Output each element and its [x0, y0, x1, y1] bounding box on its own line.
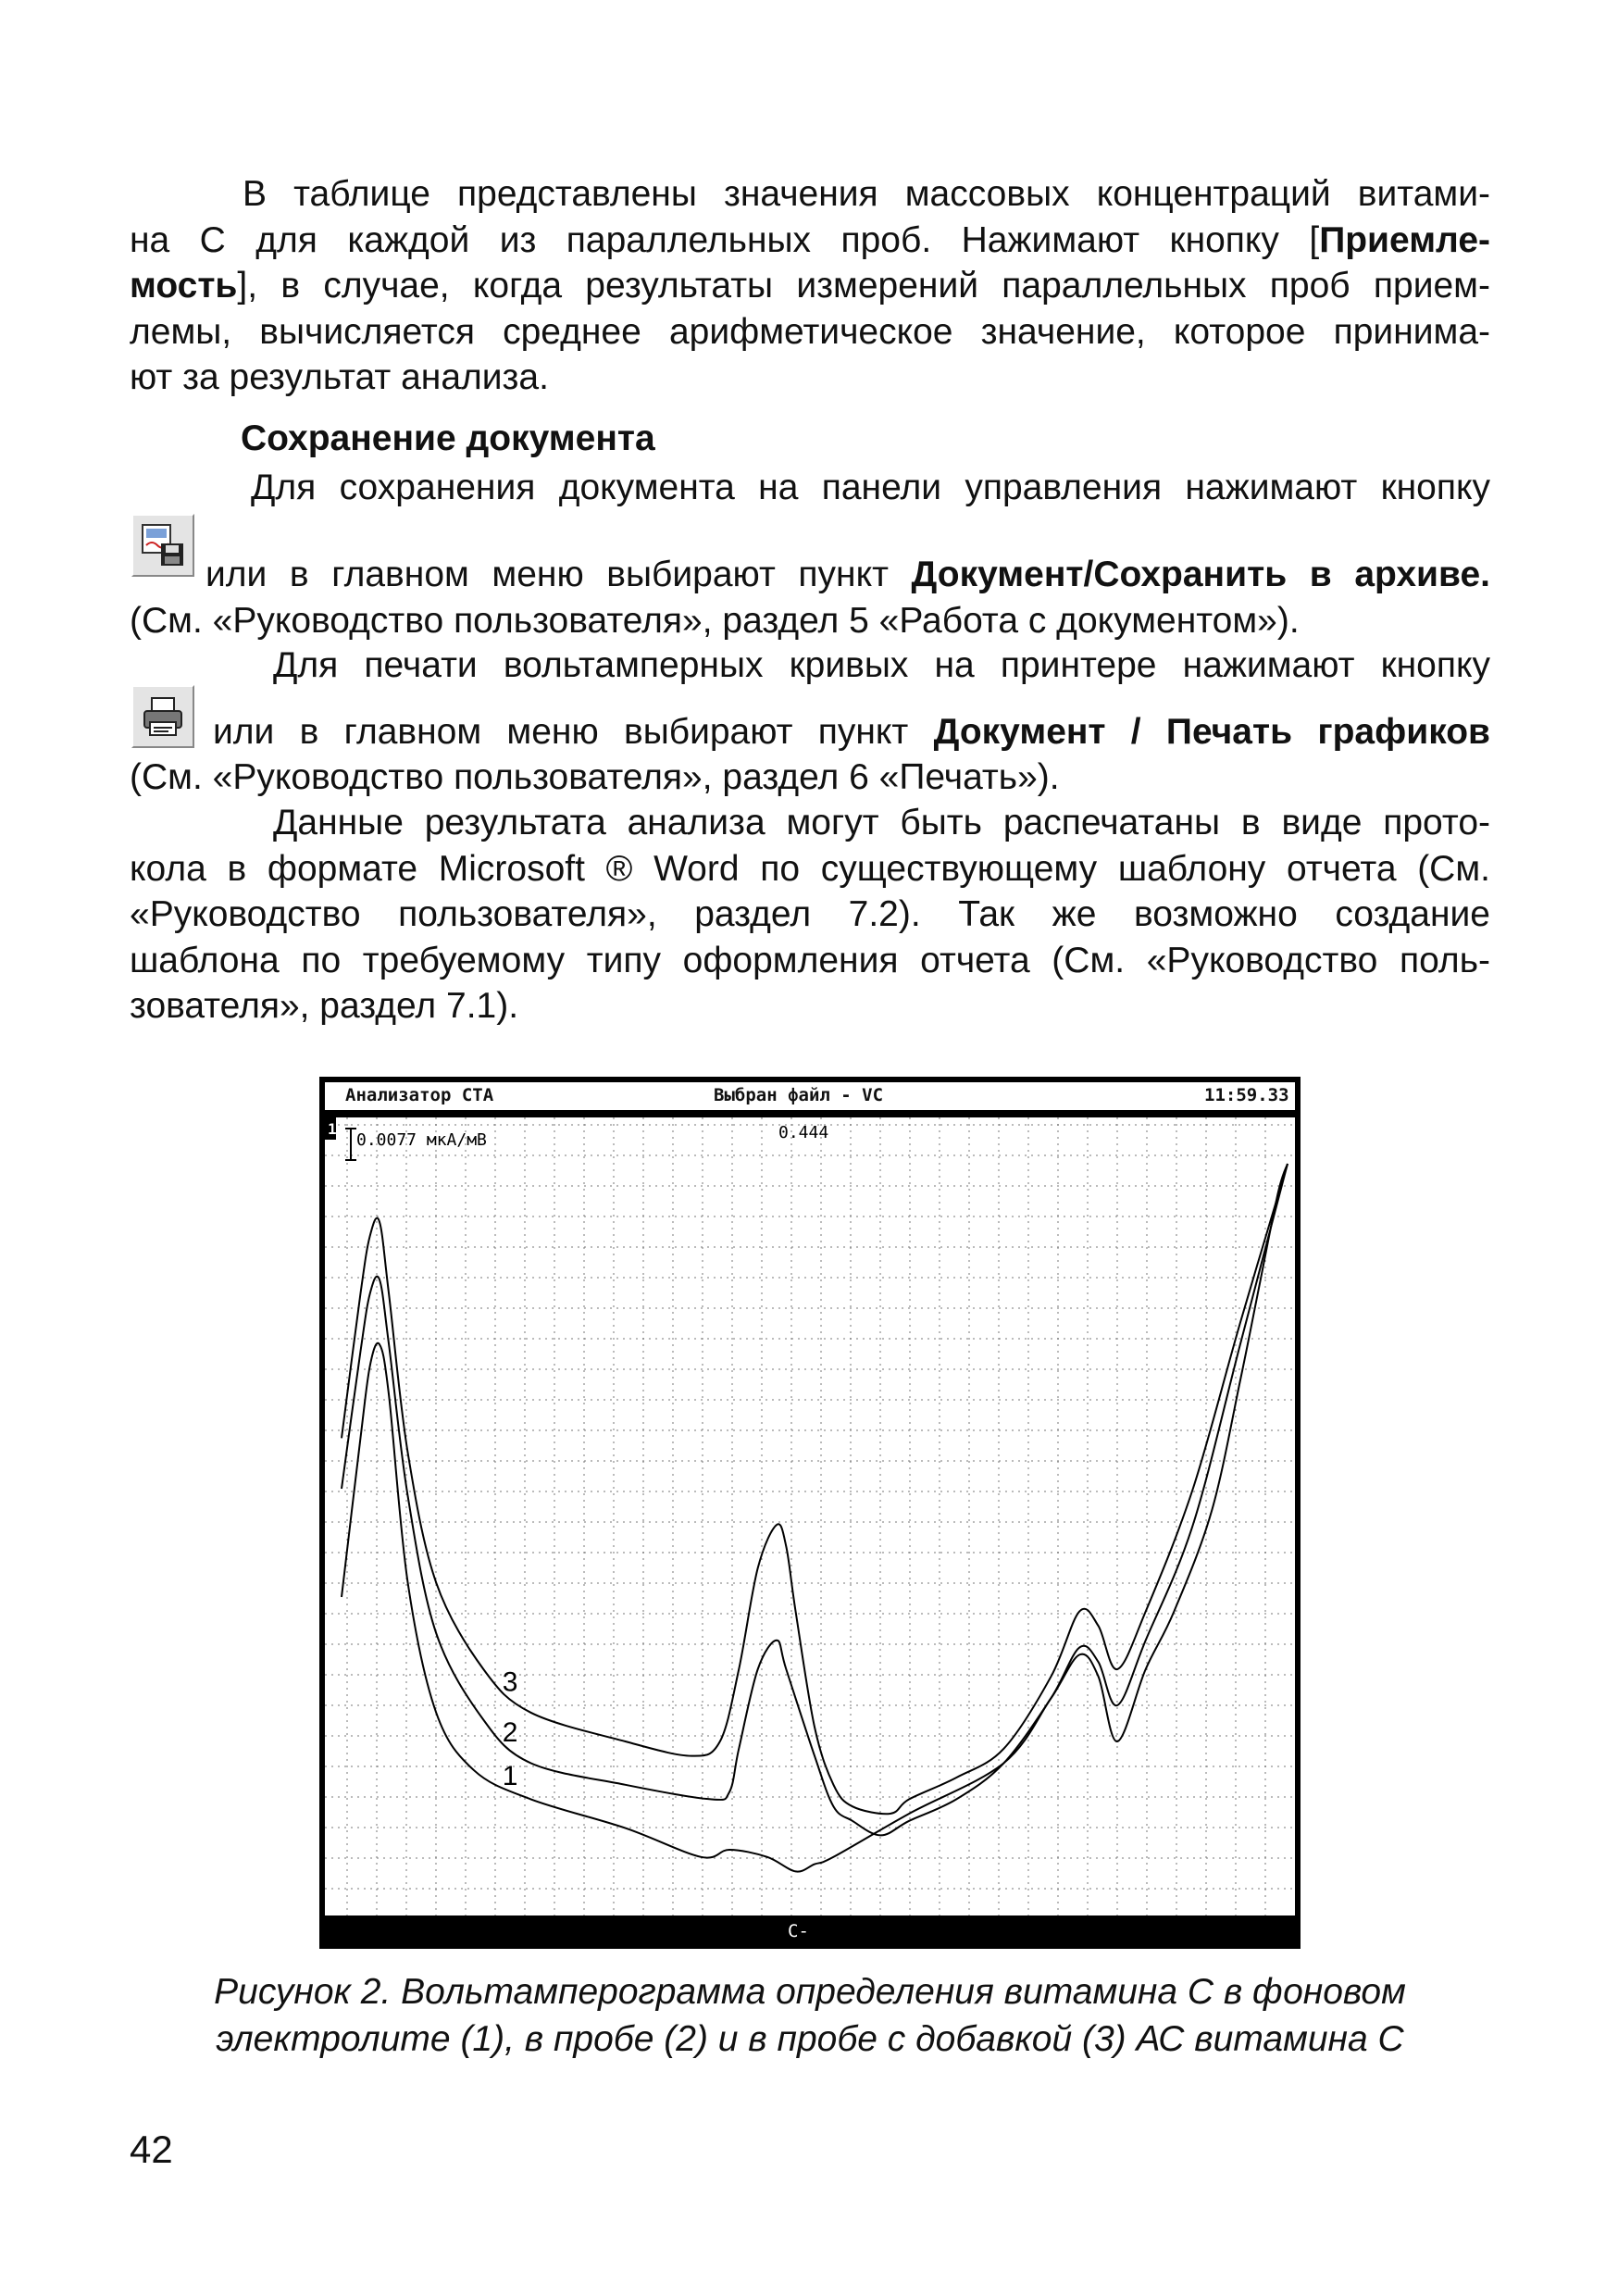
print-line3-block	[130, 755, 1490, 801]
chart-curve-labels	[503, 1666, 518, 1791]
scale-label: 0.0077 мкА/мВ	[356, 1130, 487, 1150]
app-title: Анализатор СТА	[345, 1085, 494, 1105]
curve-label-3: 3	[502, 1666, 518, 1698]
report-line2: кола в формате Microsoft ® Word по существующему шаблону отчета (См.	[130, 848, 1490, 889]
curve-label-1: 1	[502, 1760, 518, 1791]
caption-line1: Рисунок 2. Вольтамперограмма определения витамина С в фоновом	[214, 1972, 1406, 2012]
voltammogram-chart	[325, 1117, 1295, 1915]
curve-label-2: 2	[502, 1717, 518, 1748]
section-heading: Сохранение документа	[241, 418, 655, 458]
print-line1: Для печати вольтамперных кривых на принтере нажимают кнопку	[273, 645, 1490, 685]
analyzer-titlebar	[325, 1082, 1295, 1110]
file-label: Выбран файл - VC	[714, 1085, 884, 1105]
paragraph-results	[130, 171, 1490, 401]
save-archive-icon	[141, 523, 185, 568]
para1-line2	[130, 218, 1490, 264]
print-line2-block	[213, 709, 1490, 755]
save-line1: Для сохранения документа на панели управления нажимают кнопку	[251, 468, 1490, 507]
acceptability-term-end: мость	[130, 266, 238, 306]
bottom-label: C-	[788, 1921, 809, 1941]
save-line3: (См. «Руководство пользователя», раздел 5 «Работа с документом»).	[130, 601, 1300, 641]
para1-line4: лемы, вычисляется среднее арифметическое значение, которое принима-	[130, 311, 1490, 352]
report-line4: шаблона по требуемому типу оформления отчета (См. «Руководство поль-	[130, 940, 1490, 980]
para1-line5: ют за результат анализа.	[130, 357, 549, 397]
analyzer-statusbar	[325, 1921, 1295, 1943]
cursor-value: 0.444	[778, 1123, 829, 1142]
analyzer-screen	[319, 1077, 1301, 1949]
para1-line3	[130, 263, 1490, 309]
plot-area	[325, 1117, 1295, 1915]
print-line2-text: или в главном меню выбирают пункт	[213, 712, 934, 752]
caption-line2: электролите (1), в пробе (2) и в пробе с добавкой (3) АС витамина С	[216, 2019, 1404, 2059]
save-line2-block	[205, 552, 1490, 598]
print-line3: (См. «Руководство пользователя», раздел 6 «Печать»).	[130, 757, 1060, 797]
curve-series-2	[342, 1164, 1288, 1835]
paragraph-save	[130, 465, 1490, 511]
curve-series-1	[342, 1164, 1288, 1872]
para1-line1: В таблице представлены значения массовых концентраций витами-	[243, 174, 1490, 214]
page-number: 42	[130, 2128, 173, 2171]
report-line1: Данные результата анализа могут быть распечатаны в виде прото-	[273, 803, 1490, 842]
curve-series-3	[342, 1164, 1288, 1814]
save-line3-block	[130, 598, 1490, 644]
print-line2	[213, 709, 1490, 755]
para1-line3-text: ], в случае, когда результаты измерений параллельных проб прием-	[237, 266, 1490, 306]
report-line3: «Руководство пользователя», раздел 7.2). Так же возможно создание	[130, 894, 1490, 934]
save-archive-button	[131, 514, 194, 577]
save-menu-path: Документ/Сохранить в архиве.	[911, 555, 1490, 594]
chart-grid	[325, 1117, 1295, 1915]
save-line2-text: или в главном меню выбирают пункт	[205, 555, 912, 594]
chart-curves	[342, 1164, 1288, 1872]
paragraph-print	[130, 643, 1490, 689]
paragraph-report	[130, 800, 1490, 1029]
save-line2	[205, 552, 1490, 598]
acceptability-term: Приемле-	[1319, 219, 1490, 260]
print-menu-path: Документ / Печать графиков	[933, 712, 1490, 752]
figure-caption	[130, 1968, 1490, 2063]
para1-line2-text: на С для каждой из параллельных проб. Нажимают кнопку [	[130, 219, 1320, 260]
channel-number: 1	[328, 1120, 337, 1138]
printer-icon	[141, 694, 185, 739]
print-button	[131, 685, 194, 748]
report-line5: зователя», раздел 7.1).	[130, 986, 519, 1026]
clock: 11:59.33	[1204, 1085, 1289, 1105]
